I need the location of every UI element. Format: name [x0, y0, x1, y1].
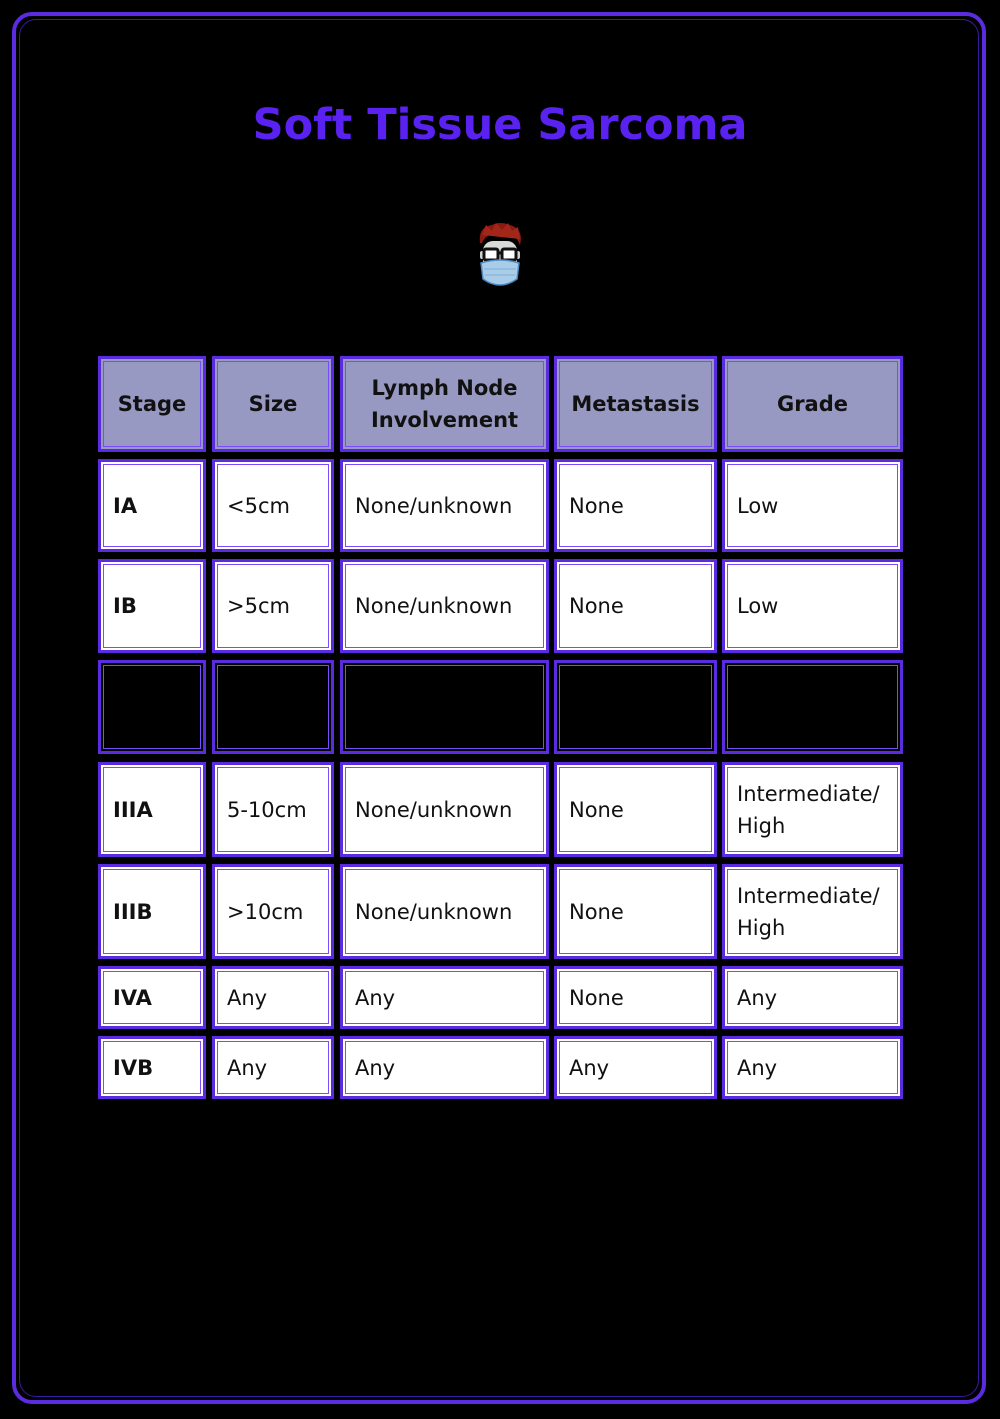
cell-size: >10cm — [212, 864, 334, 959]
cell-metastasis: None — [554, 966, 717, 1029]
cell-stage: IIIB — [98, 864, 206, 959]
cell-stage: IIIA — [98, 762, 206, 857]
cell-stage: IVB — [98, 1036, 206, 1099]
cell-lymph-node: None/unknown — [340, 864, 549, 959]
header-stage: Stage — [98, 356, 206, 452]
cell-size: <5cm — [212, 459, 334, 552]
cell-grade: Intermediate/ High — [722, 762, 903, 857]
header-metastasis: Metastasis — [554, 356, 717, 452]
cell-lymph-node: None/unknown — [340, 762, 549, 857]
cell-blank — [554, 660, 717, 754]
header-lymph-node: Lymph Node Involvement — [340, 356, 549, 452]
cell-blank — [340, 660, 549, 754]
cell-grade: Low — [722, 459, 903, 552]
cell-lymph-node: Any — [340, 1036, 549, 1099]
cell-stage: IB — [98, 559, 206, 653]
cell-lymph-node: None/unknown — [340, 459, 549, 552]
cell-metastasis: None — [554, 864, 717, 959]
cell-blank — [98, 660, 206, 754]
cell-metastasis: None — [554, 762, 717, 857]
page-title: Soft Tissue Sarcoma — [252, 100, 748, 150]
cell-metastasis: Any — [554, 1036, 717, 1099]
cell-grade: Intermediate/ High — [722, 864, 903, 959]
cell-blank — [722, 660, 903, 754]
cell-size: Any — [212, 1036, 334, 1099]
cell-stage: IVA — [98, 966, 206, 1029]
cell-lymph-node: Any — [340, 966, 549, 1029]
cell-blank — [212, 660, 334, 754]
cell-metastasis: None — [554, 559, 717, 653]
cell-lymph-node: None/unknown — [340, 559, 549, 653]
header-size: Size — [212, 356, 334, 452]
cell-metastasis: None — [554, 459, 717, 552]
cell-grade: Any — [722, 1036, 903, 1099]
cell-grade: Any — [722, 966, 903, 1029]
cell-size: 5-10cm — [212, 762, 334, 857]
cell-grade: Low — [722, 559, 903, 653]
doctor-mask-avatar-icon — [470, 221, 530, 293]
cell-size: >5cm — [212, 559, 334, 653]
header-grade: Grade — [722, 356, 903, 452]
cell-size: Any — [212, 966, 334, 1029]
cell-stage: IA — [98, 459, 206, 552]
